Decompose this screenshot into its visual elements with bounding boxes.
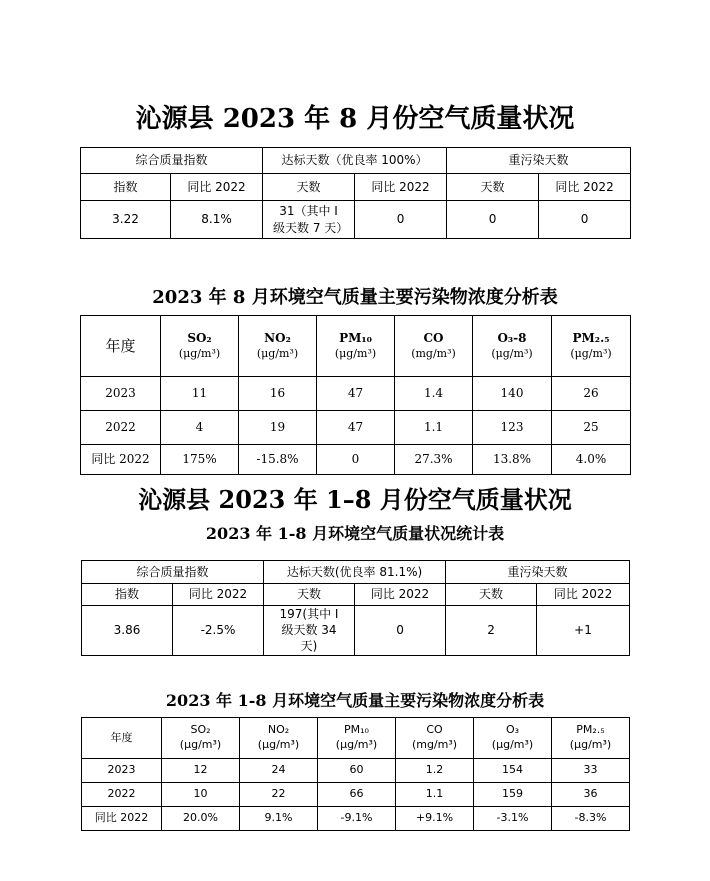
row-label: 2022 — [82, 783, 162, 807]
table-cell: 1.1 — [395, 411, 473, 445]
table-cell: 4 — [161, 411, 239, 445]
sub-header: 指数 — [82, 584, 173, 606]
table-cell: 3.22 — [81, 201, 171, 239]
pollutant-header-pm25: PM₂.₅ (μg/m³) — [552, 316, 631, 377]
pollutant-header-no2: NO₂ (μg/m³) — [240, 718, 318, 759]
section-title-august-pollutants: 2023 年 8 月环境空气质量主要污染物浓度分析表 — [152, 287, 558, 308]
table-cell: 154 — [474, 759, 552, 783]
table-cell: 24 — [240, 759, 318, 783]
august-pollutant-table — [80, 315, 631, 475]
page-title-jan-aug: 沁源县 2023 年 1–8 月份空气质量状况 — [138, 485, 572, 514]
table-cell: -9.1% — [318, 807, 396, 831]
sub-header: 天数 — [263, 174, 355, 201]
table-cell: 0 — [355, 201, 447, 239]
sub-header: 天数 — [264, 584, 355, 606]
table-cell: 10 — [162, 783, 240, 807]
jan-aug-pollutant-table — [81, 717, 630, 831]
pollutant-header-o3: O₃-8 (μg/m³) — [473, 316, 552, 377]
corner-header-year: 年度 — [81, 316, 161, 377]
table-cell: -2.5% — [173, 606, 264, 656]
row-label: 同比 2022 — [81, 445, 161, 475]
table-cell: 0 — [317, 445, 395, 475]
table-cell: 31（其中 I 级天数 7 天） — [263, 201, 355, 239]
table-cell: 33 — [552, 759, 630, 783]
table-cell: 11 — [161, 377, 239, 411]
pollutant-header-co: CO (mg/m³) — [396, 718, 474, 759]
pollutant-header-co: CO (mg/m³) — [395, 316, 473, 377]
row-label: 2022 — [81, 411, 161, 445]
table-cell: +1 — [537, 606, 630, 656]
row-label: 同比 2022 — [82, 807, 162, 831]
sub-header: 同比 2022 — [171, 174, 263, 201]
pollutant-header-so2: SO₂ (μg/m³) — [162, 718, 240, 759]
table-cell: 9.1% — [240, 807, 318, 831]
sub-header: 同比 2022 — [355, 584, 446, 606]
table-cell: 13.8% — [473, 445, 552, 475]
row-label: 2023 — [81, 377, 161, 411]
august-status-table — [80, 147, 631, 239]
table-cell: 3.86 — [82, 606, 173, 656]
pollutant-header-pm25: PM₂.₅ (μg/m³) — [552, 718, 630, 759]
section-subtitle-jan-aug-status: 2023 年 1-8 月环境空气质量状况统计表 — [205, 524, 505, 543]
group-header-heavy-pollution-days: 重污染天数 — [447, 148, 631, 174]
table-cell: 22 — [240, 783, 318, 807]
table-cell: -3.1% — [474, 807, 552, 831]
pollutant-header-pm10: PM₁₀ (μg/m³) — [317, 316, 395, 377]
table-cell: +9.1% — [396, 807, 474, 831]
table-cell: 0 — [539, 201, 631, 239]
table-cell: 1.2 — [396, 759, 474, 783]
jan-aug-status-table — [81, 560, 630, 656]
table-cell: 8.1% — [171, 201, 263, 239]
sub-header: 天数 — [447, 174, 539, 201]
sub-header: 天数 — [446, 584, 537, 606]
table-cell: 60 — [318, 759, 396, 783]
group-header-standard-days: 达标天数（优良率 100%） — [263, 148, 447, 174]
sub-header: 同比 2022 — [539, 174, 631, 201]
table-cell: 36 — [552, 783, 630, 807]
section-title-jan-aug-pollutants: 2023 年 1-8 月环境空气质量主要污染物浓度分析表 — [165, 691, 545, 710]
table-cell: 175% — [161, 445, 239, 475]
table-cell: 27.3% — [395, 445, 473, 475]
pollutant-header-o3: O₃ (μg/m³) — [474, 718, 552, 759]
pollutant-header-no2: NO₂ (μg/m³) — [239, 316, 317, 377]
table-cell: 197(其中 I 级天数 34 天) — [264, 606, 355, 656]
corner-header-year: 年度 — [82, 718, 162, 759]
group-header-heavy-pollution-days: 重污染天数 — [446, 561, 630, 584]
table-cell: 1.4 — [395, 377, 473, 411]
group-header-composite-index: 综合质量指数 — [82, 561, 264, 584]
table-cell: 0 — [447, 201, 539, 239]
table-cell: 47 — [317, 377, 395, 411]
group-header-standard-days: 达标天数(优良率 81.1%) — [264, 561, 446, 584]
row-label: 2023 — [82, 759, 162, 783]
table-cell: 1.1 — [396, 783, 474, 807]
table-cell: 16 — [239, 377, 317, 411]
table-cell: -15.8% — [239, 445, 317, 475]
table-cell: 66 — [318, 783, 396, 807]
table-cell: 25 — [552, 411, 631, 445]
table-cell: 123 — [473, 411, 552, 445]
table-cell: 2 — [446, 606, 537, 656]
table-cell: 12 — [162, 759, 240, 783]
table-cell: 0 — [355, 606, 446, 656]
group-header-composite-index: 综合质量指数 — [81, 148, 263, 174]
table-cell: 4.0% — [552, 445, 631, 475]
table-cell: 19 — [239, 411, 317, 445]
sub-header: 同比 2022 — [355, 174, 447, 201]
table-cell: 159 — [474, 783, 552, 807]
pollutant-header-so2: SO₂ (μg/m³) — [161, 316, 239, 377]
pollutant-header-pm10: PM₁₀ (μg/m³) — [318, 718, 396, 759]
sub-header: 指数 — [81, 174, 171, 201]
table-cell: 20.0% — [162, 807, 240, 831]
table-cell: 26 — [552, 377, 631, 411]
sub-header: 同比 2022 — [173, 584, 264, 606]
table-cell: 47 — [317, 411, 395, 445]
page-title-august: 沁源县 2023 年 8 月份空气质量状况 — [135, 104, 575, 134]
table-cell: -8.3% — [552, 807, 630, 831]
sub-header: 同比 2022 — [537, 584, 630, 606]
table-cell: 140 — [473, 377, 552, 411]
